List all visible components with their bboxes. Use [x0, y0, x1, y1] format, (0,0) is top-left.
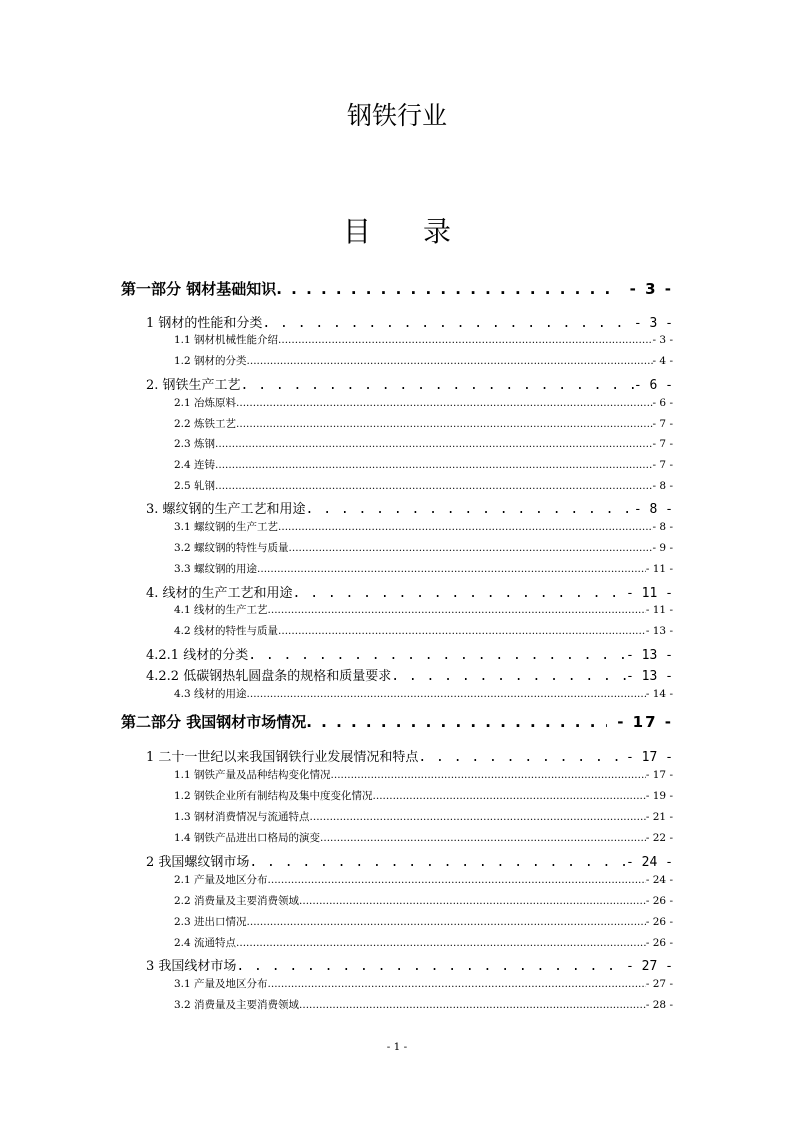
toc-entry-label: 2.5 轧钢	[174, 480, 216, 492]
toc-leader-dots	[306, 502, 634, 517]
toc-leader-dots	[215, 459, 653, 471]
toc-entry-page: - 22 -	[645, 832, 673, 844]
toc-heading-char-2: 录	[423, 215, 452, 248]
toc-leader-dots	[268, 604, 646, 616]
toc-entry-label: 3 我国线材市场	[146, 959, 237, 974]
toc-leader-dots	[236, 397, 653, 409]
toc-entry-page: - 4 -	[652, 355, 673, 367]
toc-leader-dots	[249, 855, 626, 870]
toc-entry[interactable]	[174, 519, 673, 534]
toc-entry-label: 3. 螺纹钢的生产工艺和用途	[146, 502, 306, 517]
toc-leader-dots	[248, 648, 626, 663]
toc-entry-page: - 26 -	[645, 916, 673, 928]
toc-entry[interactable]	[174, 830, 673, 845]
toc-entry-label: 1.4 钢铁产品进出口格局的演变	[174, 832, 321, 844]
toc-entry-label: 2 我国螺纹钢市场	[146, 855, 250, 870]
toc-leader-dots	[278, 521, 653, 533]
toc-heading	[0, 210, 794, 254]
toc-entry-page: - 8 -	[652, 521, 673, 533]
toc-entry-page: - 6 -	[633, 378, 673, 393]
document-title: 钢铁行业	[346, 101, 447, 130]
toc-leader-dots	[299, 999, 646, 1011]
toc-entry-page: - 13 -	[626, 669, 673, 684]
toc-entry-label: 1.2 钢材的分类	[174, 355, 247, 367]
toc-entry-label: 2.4 连铸	[174, 459, 216, 471]
toc-entry[interactable]	[174, 872, 673, 887]
toc-entry-page: - 8 -	[652, 480, 673, 492]
toc-entry[interactable]	[174, 997, 673, 1012]
toc-entry-page: - 3 -	[652, 334, 673, 346]
toc-entry-page: - 11 -	[645, 563, 673, 575]
toc-leader-dots	[331, 769, 646, 781]
toc-entry-label: 1.3 钢材消费情况与流通特点	[174, 811, 310, 823]
toc-entry[interactable]	[174, 436, 673, 451]
toc-leader-dots	[306, 713, 607, 731]
toc-leader-dots	[391, 669, 626, 684]
toc-entry-label: 2.3 炼钢	[174, 438, 216, 450]
toc-entry-page: - 13 -	[645, 625, 673, 637]
toc-entry-label: 2.4 流通特点	[174, 937, 237, 949]
toc-entry[interactable]	[121, 278, 673, 299]
toc-entry-page: - 24 -	[645, 874, 673, 886]
toc-entry-label: 4. 线材的生产工艺和用途	[146, 586, 293, 601]
toc-leader-dots	[241, 378, 634, 393]
toc-entry-label: 2.2 消费量及主要消费领域	[174, 895, 300, 907]
toc-leader-dots	[289, 542, 653, 554]
toc-entry-page: - 14 -	[645, 688, 673, 700]
toc-leader-dots	[236, 418, 653, 430]
toc-entry-page: - 6 -	[652, 397, 673, 409]
toc-entry-page: - 7 -	[652, 418, 673, 430]
toc-entry[interactable]	[174, 478, 673, 493]
toc-entry-page: - 11 -	[645, 604, 673, 616]
toc-entry[interactable]	[146, 644, 673, 663]
toc-entry-label: 3.2 消费量及主要消费领域	[174, 999, 300, 1011]
toc-entry[interactable]	[174, 457, 673, 472]
toc-leader-dots	[268, 978, 646, 990]
toc-entry-label: 1.2 钢铁企业所有制结构及集中度变化情况	[174, 790, 373, 802]
toc-entry[interactable]	[146, 312, 673, 331]
toc-entry[interactable]	[174, 686, 673, 701]
toc-entry-page: - 7 -	[652, 438, 673, 450]
toc-entry-page: - 3 -	[629, 280, 673, 298]
toc-entry[interactable]	[174, 893, 673, 908]
toc-leader-dots	[320, 832, 646, 844]
toc-leader-dots	[247, 355, 653, 367]
toc-entry-label: 1.1 钢铁产量及品种结构变化情况	[174, 769, 331, 781]
toc-entry-label: 4.2 线材的特性与质量	[174, 625, 279, 637]
toc-entry-label: 3.1 螺纹钢的生产工艺	[174, 521, 279, 533]
toc-entry[interactable]	[174, 623, 673, 638]
toc-heading-char-1: 目	[342, 215, 371, 248]
toc-leader-dots	[236, 937, 646, 949]
toc-entry[interactable]	[174, 561, 673, 576]
toc-entry-page: - 17 -	[617, 713, 673, 731]
toc-leader-dots	[418, 750, 626, 765]
toc-entry-label: 4.2.2 低碳钢热轧圆盘条的规格和质量要求	[146, 669, 392, 684]
toc-entry[interactable]	[146, 955, 673, 974]
toc-entry[interactable]	[174, 332, 673, 347]
toc-leader-dots	[268, 874, 646, 886]
toc-entry[interactable]	[174, 976, 673, 991]
toc-entry[interactable]	[174, 540, 673, 555]
page-number: - 1 -	[386, 1041, 408, 1053]
toc-entry[interactable]	[174, 767, 673, 782]
toc-entry-page: - 11 -	[626, 586, 673, 601]
toc-entry-label: 3.3 螺纹钢的用途	[174, 563, 258, 575]
toc-entry[interactable]	[146, 498, 673, 517]
toc-entry-label: 1.1 钢材机械性能介绍	[174, 334, 279, 346]
toc-entry-page: - 26 -	[645, 937, 673, 949]
toc-leader-dots	[262, 316, 633, 331]
toc-entry-label: 第一部分 钢材基础知识	[121, 280, 277, 298]
toc-leader-dots	[215, 480, 653, 492]
toc-entry-label: 2.3 进出口情况	[174, 916, 247, 928]
toc-leader-dots	[247, 916, 646, 928]
toc-entry-page: - 26 -	[645, 895, 673, 907]
toc-entry-label: 3.1 产量及地区分布	[174, 978, 268, 990]
toc-entry-label: 2.2 炼铁工艺	[174, 418, 237, 430]
toc-entry-label: 1 二十一世纪以来我国钢铁行业发展情况和特点	[146, 750, 419, 765]
toc-entry[interactable]	[174, 395, 673, 410]
toc-entry-page: - 28 -	[645, 999, 673, 1011]
toc-entry[interactable]	[146, 746, 673, 765]
toc-entry-label: 4.1 线材的生产工艺	[174, 604, 268, 616]
toc-entry-label: 4.3 线材的用途	[174, 688, 247, 700]
toc-leader-dots	[276, 280, 619, 298]
toc-entry-page: - 17 -	[626, 750, 673, 765]
toc-entry-page: - 9 -	[652, 542, 673, 554]
toc-entry[interactable]	[146, 851, 673, 870]
toc-entry[interactable]	[146, 374, 673, 393]
toc-entry-page: - 13 -	[626, 648, 673, 663]
toc-leader-dots	[236, 959, 626, 974]
toc-entry[interactable]	[121, 711, 673, 732]
toc-entry-page: - 19 -	[645, 790, 673, 802]
toc-leader-dots	[257, 563, 646, 575]
toc-entry[interactable]	[174, 416, 673, 431]
toc-leader-dots	[278, 334, 653, 346]
toc-leader-dots	[310, 811, 646, 823]
toc-leader-dots	[215, 438, 653, 450]
toc-entry-label: 2.1 产量及地区分布	[174, 874, 268, 886]
toc-entry[interactable]	[174, 935, 673, 950]
toc-entry[interactable]	[174, 353, 673, 368]
toc-entry-label: 4.2.1 线材的分类	[146, 648, 249, 663]
toc-entry[interactable]	[174, 788, 673, 803]
toc-entry[interactable]	[174, 602, 673, 617]
toc-entry-label: 3.2 螺纹钢的特性与质量	[174, 542, 289, 554]
toc-entry-label: 1 钢材的性能和分类	[146, 316, 263, 331]
toc-entry-label: 2.1 冶炼原料	[174, 397, 237, 409]
toc-entry-page: - 21 -	[645, 811, 673, 823]
toc-entry-page: - 8 -	[633, 502, 673, 517]
toc-entry-page: - 7 -	[652, 459, 673, 471]
toc-leader-dots	[247, 688, 646, 700]
toc-leader-dots	[299, 895, 646, 907]
toc-entry-page: - 27 -	[645, 978, 673, 990]
toc-entry-page: - 3 -	[633, 316, 673, 331]
toc-leader-dots	[373, 790, 646, 802]
toc-entry[interactable]	[174, 914, 673, 929]
toc-leader-dots	[293, 586, 626, 601]
toc-leader-dots	[278, 625, 646, 637]
toc-entry[interactable]	[146, 582, 673, 601]
toc-entry[interactable]	[174, 809, 673, 824]
toc-entry-label: 2. 钢铁生产工艺	[146, 378, 241, 393]
toc-entry[interactable]	[146, 665, 673, 684]
toc-entry-label: 第二部分 我国钢材市场情况	[121, 713, 307, 731]
toc-entry-page: - 17 -	[645, 769, 673, 781]
toc-entry-page: - 27 -	[626, 959, 673, 974]
toc-entry-page: - 24 -	[626, 855, 673, 870]
